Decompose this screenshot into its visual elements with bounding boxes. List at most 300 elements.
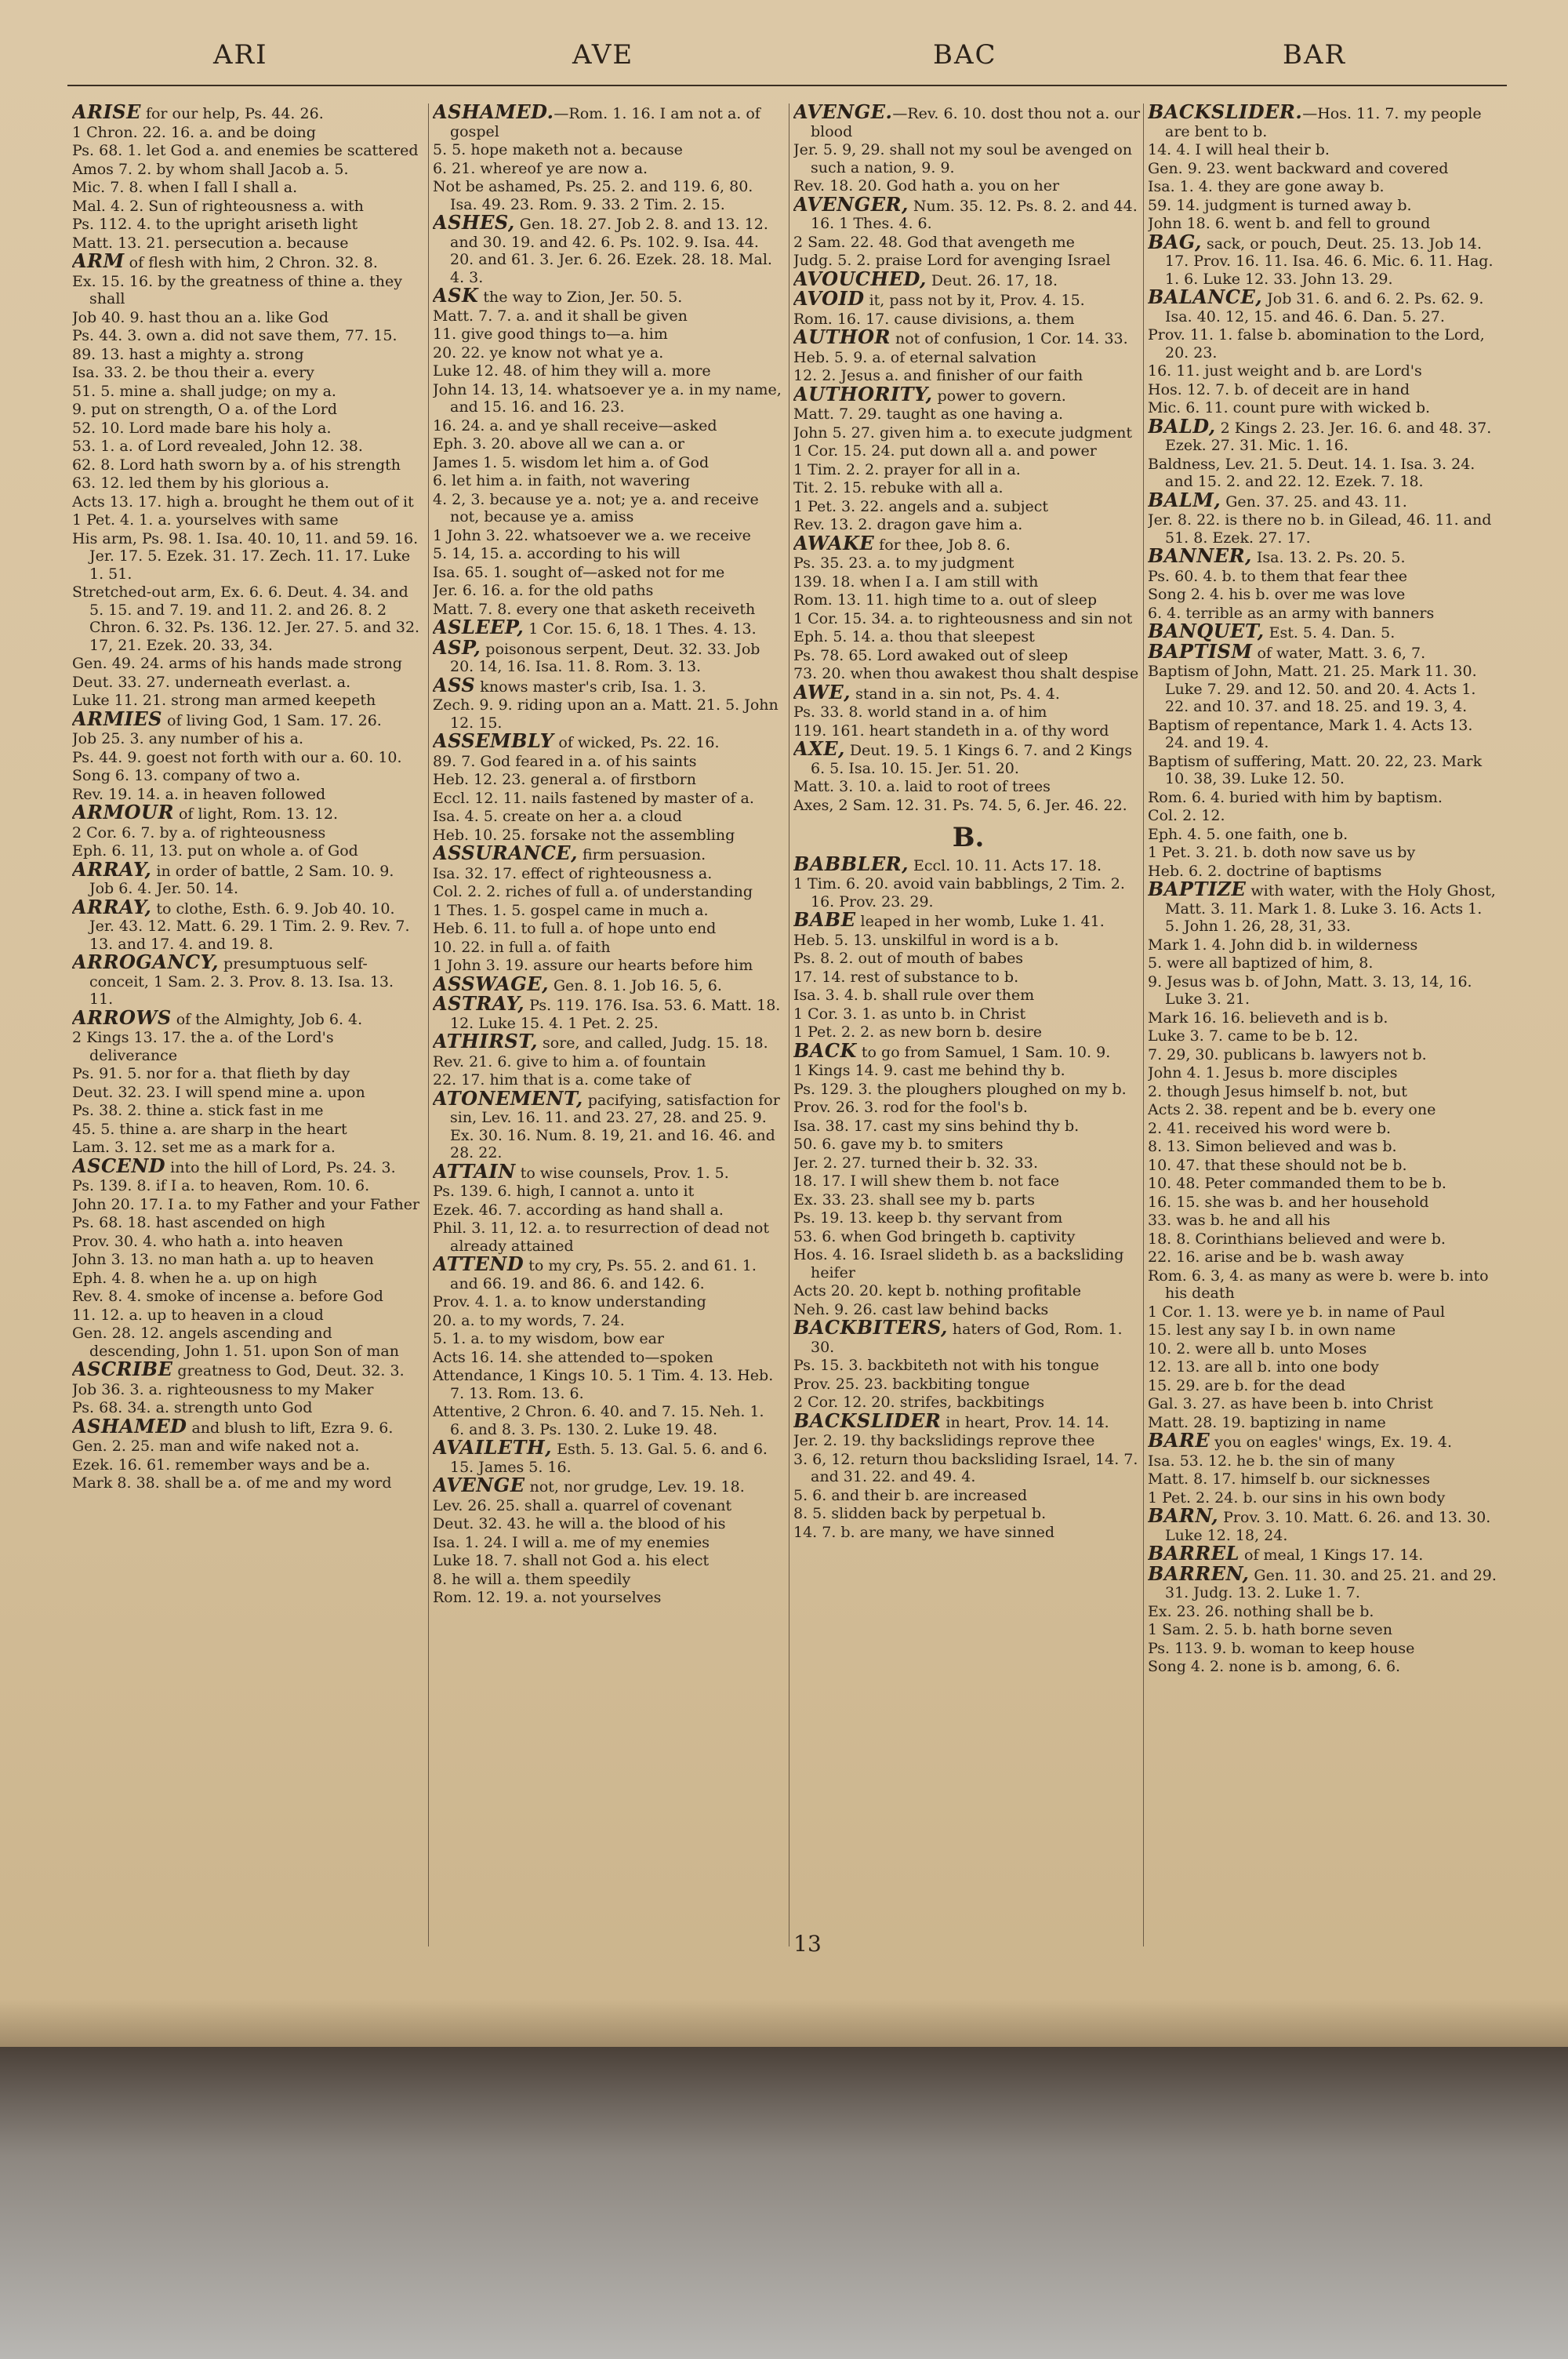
entry-line	[72, 198, 422, 216]
entry-headword-line	[1148, 285, 1497, 325]
entry-text: Gen. 49. 24. arms of his hands made strong	[72, 655, 402, 672]
entry-text: 8. 5. slidden back by perpetual b.	[793, 1505, 1047, 1522]
entry-line	[72, 1438, 422, 1456]
entry-text: Song 6. 13. company of two a.	[72, 767, 301, 784]
entry-text: 2. though Jesus himself b. not, but	[1148, 1082, 1407, 1100]
entry-line	[1148, 1175, 1497, 1193]
entry-text: 2 Sam. 22. 48. God that avengeth me	[793, 233, 1075, 251]
entry-text: 7. 29, 30. publicans b. lawyers not b.	[1148, 1045, 1427, 1063]
entry-text: Isa. 53. 12. he b. the sin of many	[1148, 1452, 1396, 1470]
headword: BAPTISM	[1148, 639, 1253, 663]
entry-line	[793, 1005, 1143, 1023]
entry-line	[793, 722, 1143, 740]
entry-text: Isa. 38. 17. cast my sins behind thy b.	[793, 1117, 1080, 1135]
headword: BAG,	[1148, 230, 1202, 253]
headword: BALANCE,	[1148, 285, 1263, 308]
entry-headword-line	[72, 1358, 422, 1380]
entry-text: 6. 21. whereof ye are now a.	[433, 159, 648, 177]
entry-text: Acts 2. 38. repent and be b. every one	[1148, 1101, 1436, 1118]
entry-text: 1 Pet. 2. 2. as new born b. desire	[793, 1023, 1043, 1041]
entry-line	[433, 1367, 782, 1402]
headword: AVENGE.	[793, 104, 893, 123]
entry-line	[72, 1456, 422, 1474]
entry-headword-line	[1148, 488, 1497, 511]
entry-line	[793, 461, 1143, 479]
entry-line	[72, 1065, 422, 1083]
headword: ASHAMED	[72, 1414, 187, 1438]
entry-text: 5. were all baptized of him, 8.	[1148, 954, 1374, 972]
entry-text: of wicked, Ps. 22. 16.	[554, 734, 720, 751]
entry-text: Song 4. 2. none is b. among, 6. 6.	[1148, 1658, 1401, 1675]
entry-text: Rom. 6. 3, 4. as many as were b. were b. into his death	[1148, 1267, 1489, 1302]
entry-text: Job 31. 6. and 6. 2. Ps. 62. 9. Isa. 40. 12, 15. and 46. 6. Dan. 5. 27.	[1165, 290, 1484, 325]
entry-line	[433, 790, 782, 808]
entry-line	[1148, 141, 1497, 159]
entry-text: Ps. 33. 8. world stand in a. of him	[793, 703, 1047, 721]
entry-line	[72, 216, 422, 234]
entry-text: Neh. 9. 26. cast law behind backs	[793, 1300, 1049, 1318]
entry-text: Matt. 8. 17. himself b. our sicknesses	[1148, 1470, 1431, 1488]
entry-text: 1 Cor. 15. 34. a. to righteousness and sin not	[793, 609, 1133, 627]
entry-line	[433, 1330, 782, 1348]
entry-text: Deut. 33. 27. underneath everlast. a.	[72, 673, 351, 691]
entry-text: John 5. 27. given him a. to execute judgment	[793, 423, 1132, 442]
entry-line	[1148, 663, 1497, 716]
headword: AVOID	[793, 287, 865, 310]
entry-text: Gen. 9. 23. went backward and covered	[1148, 159, 1449, 177]
entry-text: 8. he will a. them speedily	[433, 1570, 631, 1588]
page-number: 13	[793, 1931, 822, 1957]
entry-text: Ezek. 46. 7. according as hand shall a.	[433, 1201, 724, 1219]
entry-text: Est. 5. 4. Dan. 5.	[1264, 624, 1396, 642]
entry-text: Ps. 78. 65. Lord awaked out of sleep	[793, 646, 1069, 664]
entry-text: Heb. 6. 11. to full a. of hope unto end	[433, 920, 717, 937]
entry-text: Lam. 3. 12. set me as a mark for a.	[72, 1139, 336, 1156]
entry-headword-line	[72, 1414, 422, 1438]
entry-line	[1148, 1470, 1497, 1488]
entry-text: Mic. 6. 11. count pure with wicked b.	[1148, 399, 1431, 416]
entry-line	[72, 1102, 422, 1120]
entry-headword-line	[793, 680, 1143, 703]
entry-line	[433, 141, 782, 159]
entry-line	[72, 438, 422, 456]
header-bar: BAR	[1283, 39, 1347, 71]
entry-text: Eccl. 10. 11. Acts 17. 18.	[908, 856, 1102, 874]
entry-text: Ps. 119. 176. Isa. 53. 6. Matt. 18. 12. Luke 15. 4. 1 Pet. 2. 25.	[450, 997, 781, 1032]
entry-line	[72, 1196, 422, 1214]
entry-headword-line	[793, 908, 1143, 931]
entry-text: 6. let him a. in faith, not wavering	[433, 472, 691, 489]
entry-text: 16. 24. a. and ye shall receive—asked	[433, 416, 717, 434]
entry-headword-line	[433, 1086, 782, 1162]
entry-text: Deut. 32. 23. I will spend mine a. upon	[72, 1083, 365, 1101]
entry-line	[1148, 1340, 1497, 1358]
entry-text: 22. 17. him that is a. come take of	[433, 1071, 691, 1089]
entry-text: Ex. 33. 23. shall see my b. parts	[793, 1190, 1035, 1209]
entry-text: Prov. 26. 3. rod for the fool's b.	[793, 1099, 1028, 1116]
headword: AVENGER,	[793, 192, 909, 216]
entry-text: 45. 5. thine a. are sharp in the heart	[72, 1120, 347, 1138]
entry-text: Song 2. 4. his b. over me was love	[1148, 586, 1406, 603]
entry-text: 2 Kings 13. 17. the a. of the Lord's deliverance	[72, 1029, 334, 1064]
entry-line	[433, 582, 782, 600]
entry-text: Gal. 3. 27. as have been b. into Christ	[1148, 1395, 1433, 1412]
entry-text: Job 40. 9. hast thou an a. like God	[72, 308, 328, 326]
entry-line	[793, 1282, 1143, 1300]
entry-text: 1 Cor. 3. 1. as unto b. in Christ	[793, 1005, 1026, 1023]
entry-text: greatness to God, Deut. 32. 3.	[172, 1362, 405, 1379]
entry-line	[72, 1474, 422, 1492]
entry-line	[1148, 1138, 1497, 1156]
entry-text: knows master's crib, Isa. 1. 3.	[475, 678, 706, 696]
entry-headword-line	[1148, 544, 1497, 567]
entry-line	[793, 141, 1143, 176]
headword: BACKSLIDER	[793, 1408, 942, 1432]
header-bac: BAC	[933, 39, 997, 71]
entry-line	[433, 939, 782, 957]
entry-line	[793, 591, 1143, 609]
headword: BANQUET,	[1148, 620, 1265, 642]
entry-line	[793, 1118, 1143, 1136]
column-3	[793, 104, 1143, 1923]
background-surface	[0, 2047, 1568, 2359]
entry-text: Jer. 2. 27. turned their b. 32. 33.	[793, 1154, 1039, 1172]
entry-line	[433, 564, 782, 582]
entry-text: 73. 20. when thou awakest thou shalt despise	[793, 665, 1139, 682]
entry-headword-line	[433, 616, 782, 638]
entry-line	[1148, 456, 1497, 491]
entry-line	[433, 1293, 782, 1311]
entry-text: 33. was b. he and all his	[1148, 1212, 1330, 1229]
entry-text: presumptuous self-conceit, 1 Sam. 2. 3. Prov. 8. 13. Isa. 13. 11.	[89, 955, 394, 1008]
entry-text: 62. 8. Lord hath sworn by a. of his strength	[72, 456, 401, 474]
entry-headword-line	[433, 841, 782, 864]
entry-line	[793, 479, 1143, 497]
entry-headword-line	[72, 707, 422, 730]
entry-line	[433, 527, 782, 545]
entry-line	[1148, 1395, 1497, 1413]
entry-text: Gen. 2. 25. man and wife naked not a.	[72, 1438, 360, 1455]
entry-text: Mark 1. 4. John did b. in wilderness	[1148, 936, 1418, 954]
entry-line	[433, 178, 782, 213]
entry-line	[72, 309, 422, 327]
entry-text: Eph. 3. 20. above all we can a. or	[433, 435, 684, 453]
entry-headword-line	[793, 382, 1143, 405]
entry-headword-line	[433, 104, 782, 140]
entry-line	[433, 491, 782, 526]
entry-line	[793, 1432, 1143, 1450]
entry-text: 6. 4. terrible as an army with banners	[1148, 604, 1435, 622]
entry-text: 15. 29. are b. for the dead	[1148, 1376, 1346, 1394]
headword: ARRAY,	[72, 857, 152, 881]
headword: ATTAIN	[433, 1159, 516, 1183]
entry-text: Not be ashamed, Ps. 25. 2. and 119. 6, 80. Isa. 49. 23. Rom. 9. 33. 2 Tim. 2. 15.	[433, 178, 753, 213]
entry-text: Baldness, Lev. 21. 5. Deut. 14. 1. Isa. 3. 24. and 15. 2. and 22. 12. Ezek. 7. 18.	[1148, 455, 1475, 490]
entry-text: for thee, Job 8. 6.	[874, 536, 1011, 554]
entry-text: 14. 7. b. are many, we have sinned	[793, 1523, 1055, 1541]
headword: BACKBITERS,	[793, 1316, 948, 1339]
entry-text: 51. 5. mine a. shall judge; on my a.	[72, 382, 336, 400]
entry-line	[433, 1349, 782, 1367]
entry-line	[72, 730, 422, 748]
headword: BABE	[793, 908, 856, 931]
entry-line	[72, 401, 422, 419]
entry-text: 12. 2. Jesus a. and finisher of our faith	[793, 367, 1083, 384]
entry-line	[1148, 1046, 1497, 1064]
entry-text: Gen. 28. 12. angels ascending and descending, John 1. 51. upon Son of man	[72, 1325, 399, 1360]
entry-text: sack, or pouch, Deut. 25. 13. Job 14. 17. Prov. 16. 11. Isa. 46. 6. Mic. 6. 11. Hag. 1. 6. Luke 12. 33. John 13. 29.	[1165, 234, 1494, 288]
entry-headword-line	[433, 992, 782, 1032]
entry-text: 1 Tim. 6. 20. avoid vain babblings, 2 Tim. 2. 16. Prov. 23. 29.	[793, 875, 1125, 911]
entry-text: Eph. 4. 8. when he a. up on high	[72, 1269, 318, 1287]
entry-text: 1 Tim. 2. 2. prayer for all in a.	[793, 460, 1021, 478]
entry-text: His arm, Ps. 98. 1. Isa. 40. 10, 11. and 59. 16. Jer. 17. 5. Ezek. 31. 17. Zech. 11. 17. Luke 1. 51.	[72, 529, 419, 583]
entry-line	[72, 383, 422, 401]
entry-text: 3. 6, 12. return thou backsliding Israel, 14. 7. and 31. 22. and 49. 4.	[793, 1450, 1138, 1485]
entry-line	[1148, 1267, 1497, 1303]
entry-line	[1148, 1321, 1497, 1339]
column-divider	[1143, 104, 1144, 1946]
entry-text: Judg. 5. 2. praise Lord for avenging Israel	[793, 252, 1111, 269]
entry-text: Phil. 3. 11, 12. a. to resurrection of dead not already attained	[433, 1219, 770, 1255]
headword: ASCEND	[72, 1154, 166, 1177]
entry-line	[793, 628, 1143, 646]
entry-line	[793, 875, 1143, 911]
entry-line	[1148, 160, 1497, 178]
entry-line	[1148, 568, 1497, 586]
entry-text: 10. 48. Peter commanded them to be b.	[1148, 1175, 1446, 1192]
entry-line	[433, 1552, 782, 1570]
entry-line	[72, 1121, 422, 1139]
entry-line	[793, 778, 1143, 796]
entry-line	[433, 1312, 782, 1330]
headword: AVENGE	[433, 1474, 525, 1496]
entry-line	[793, 797, 1143, 815]
entry-text: of light, Rom. 13. 12.	[173, 805, 339, 823]
entry-line	[1148, 1194, 1497, 1212]
headword: AVAILETH,	[433, 1436, 553, 1459]
entry-text: not, nor grudge, Lev. 19. 18.	[524, 1478, 745, 1496]
entry-text: Mic. 7. 8. when I fall I shall a.	[72, 179, 298, 196]
headword: ARMIES	[72, 707, 162, 730]
entry-text: Col. 2. 12.	[1148, 807, 1225, 824]
entry-line	[433, 417, 782, 435]
entry-text: leaped in her womb, Luke 1. 41.	[855, 913, 1105, 930]
entry-line	[793, 234, 1143, 252]
entry-text: the way to Zion, Jer. 50. 5.	[478, 289, 683, 306]
entry-line	[72, 824, 422, 842]
entry-text: Baptism of John, Matt. 21. 25. Mark 11. 30. Luke 7. 29. and 12. 50. and 20. 4. Acts 1. 22. and 10. 37. and 18. 25. and 19. 3, 4.	[1148, 663, 1477, 715]
entry-line	[1148, 753, 1497, 788]
entry-text: Heb. 6. 2. doctrine of baptisms	[1148, 862, 1382, 880]
entry-line	[793, 1376, 1143, 1394]
entry-line	[793, 1357, 1143, 1375]
entry-line	[72, 1177, 422, 1195]
entry-line	[1148, 362, 1497, 380]
entry-text: Acts 16. 14. she attended to—spoken	[433, 1348, 713, 1366]
entry-text: Prov. 4. 1. a. to know understanding	[433, 1293, 706, 1310]
entry-text: Matt. 3. 10. a. laid to root of trees	[793, 778, 1051, 795]
entry-line	[793, 1172, 1143, 1190]
entry-text: Heb. 12. 23. general a. of firstborn	[433, 771, 696, 788]
entry-line	[72, 655, 422, 673]
entry-line	[793, 987, 1143, 1005]
entry-line	[72, 1307, 422, 1325]
entry-text: with water, with the Holy Ghost, Matt. 3. 11. Mark 1. 8. Luke 3. 16. Acts 1. 5. John 1. 26, 28, 31, 33.	[1165, 882, 1496, 935]
entry-text: Gen. 11. 30. and 25. 21. and 29. 31. Judg. 13. 2. Luke 1. 7.	[1165, 1566, 1497, 1601]
headword: BARE	[1148, 1429, 1210, 1452]
entry-line	[1148, 1358, 1497, 1376]
entry-line	[72, 1233, 422, 1251]
entry-text: Eccl. 12. 11. nails fastened by master of a.	[433, 789, 754, 807]
entry-text: Ps. 44. 3. own a. did not save them, 77. 15.	[72, 327, 397, 344]
entry-line	[793, 573, 1143, 591]
entry-text: 1 Cor. 15. 24. put down all a. and power	[793, 442, 1097, 460]
entry-line	[1148, 789, 1497, 807]
entry-text: Luke 12. 48. of him they will a. more	[433, 362, 711, 380]
entry-headword-line	[1148, 1504, 1497, 1544]
entry-text: Rev. 8. 4. smoke of incense a. before God	[72, 1288, 383, 1305]
entry-text: Ps. 38. 2. thine a. stick fast in me	[72, 1102, 324, 1119]
entry-line	[433, 307, 782, 325]
headword: ARISE	[72, 104, 141, 123]
entry-line	[1148, 1027, 1497, 1045]
entry-headword-line	[433, 1474, 782, 1496]
entry-text: Heb. 5. 9. a. of eternal salvation	[793, 348, 1036, 366]
entry-headword-line	[72, 801, 422, 823]
entry-line	[793, 950, 1143, 968]
running-header	[0, 39, 1568, 86]
headword: ASK	[433, 284, 479, 307]
headword: BACKSLIDER.	[1148, 104, 1303, 123]
entry-line	[793, 1062, 1143, 1080]
entry-line	[72, 511, 422, 529]
entry-text: 1 Pet. 3. 22. angels and a. subject	[793, 497, 1049, 515]
entry-text: Ps. 68. 1. let God a. and enemies be scattered	[72, 142, 419, 159]
entry-text: Rev. 19. 14. a. in heaven followed	[72, 785, 326, 803]
entry-line	[1148, 1640, 1497, 1658]
entry-text: Attendance, 1 Kings 10. 5. 1 Tim. 4. 13. Heb. 7. 13. Rom. 13. 6.	[433, 1367, 774, 1402]
entry-text: Ex. 15. 16. by the greatness of thine a. they shall	[72, 272, 402, 307]
entry-line	[72, 161, 422, 179]
entry-text: Prov. 25. 23. backbiting tongue	[793, 1375, 1030, 1393]
entry-line	[793, 349, 1143, 367]
entry-text: 2 Cor. 6. 7. by a. of righteousness	[72, 823, 326, 841]
entry-line	[433, 808, 782, 826]
entry-text: Jer. 5. 9, 29. shall not my soul be avenged on such a nation, 9. 9.	[793, 141, 1132, 176]
entry-headword-line	[72, 857, 422, 898]
entry-text: 59. 14. judgment is turned away b.	[1148, 196, 1412, 214]
entry-line	[1148, 1120, 1497, 1138]
entry-text: Ps. 113. 9. b. woman to keep house	[1148, 1639, 1415, 1657]
entry-headword-line	[793, 1408, 1143, 1432]
entry-line	[1148, 1249, 1497, 1267]
entry-text: 1 John 3. 19. assure our hearts before him	[433, 957, 753, 974]
entry-text: 50. 6. gave my b. to smiters	[793, 1136, 1004, 1153]
headword: BAPTIZE	[1148, 878, 1247, 900]
entry-text: Isa. 3. 4. b. shall rule over them	[793, 987, 1035, 1004]
entry-text: Tit. 2. 15. rebuke with all a.	[793, 479, 1004, 496]
entry-headword-line	[433, 673, 782, 696]
entry-line	[1148, 807, 1497, 825]
entry-headword-line	[1148, 878, 1497, 936]
column-divider	[428, 104, 429, 1946]
entry-text: Luke 11. 21. strong man armed keepeth	[72, 692, 376, 709]
entry-headword-line	[793, 852, 1143, 875]
entry-text: Eph. 5. 14. a. thou that sleepest	[793, 628, 1035, 645]
entry-text: Jer. 2. 19. thy backslidings reprove thee	[793, 1432, 1095, 1449]
entry-headword-line	[1148, 104, 1497, 140]
entry-line	[433, 1403, 782, 1438]
entry-text: Ps. 19. 13. keep b. thy servant from	[793, 1209, 1063, 1227]
entry-text: Ps. 8. 2. out of mouth of babes	[793, 950, 1024, 967]
entry-line	[72, 1084, 422, 1102]
entry-line	[1148, 178, 1497, 196]
headword: ASSURANCE,	[433, 841, 578, 864]
entry-line	[433, 1534, 782, 1552]
entry-line	[1148, 973, 1497, 1009]
entry-text: Matt. 28. 19. baptizing in name	[1148, 1413, 1386, 1431]
column-2	[433, 104, 782, 1923]
entry-text: Jer. 8. 22. is there no b. in Gilead, 46. 11. and 51. 8. Ezek. 27. 17.	[1148, 511, 1492, 547]
entry-line	[793, 1099, 1143, 1117]
entry-line	[72, 142, 422, 160]
entry-line	[433, 696, 782, 732]
entry-text: Matt. 7. 7. a. and it shall be given	[433, 307, 688, 325]
entry-text: stand in a. sin not, Ps. 4. 4.	[851, 685, 1060, 703]
entry-line	[72, 1381, 422, 1399]
entry-text: firm persuasion.	[577, 846, 706, 863]
headword: BARREL	[1148, 1542, 1240, 1565]
entry-text: into the hill of Lord, Ps. 24. 3.	[165, 1158, 396, 1176]
entry-line	[72, 273, 422, 308]
entry-text: 22. 16. arise and be b. wash away	[1148, 1249, 1404, 1266]
entry-text: Ps. 68. 34. a. strength unto God	[72, 1399, 313, 1416]
entry-text: and blush to lift, Ezra 9. 6.	[187, 1419, 394, 1437]
entry-headword-line	[1148, 1561, 1497, 1602]
entry-line	[72, 456, 422, 474]
entry-text: John 4. 1. Jesus b. more disciples	[1148, 1064, 1398, 1081]
entry-text: Ps. 35. 23. a. to my judgment	[793, 554, 1014, 572]
entry-text: poisonous serpent, Deut. 32. 33. Job 20. 14, 16. Isa. 11. 8. Rom. 3. 13.	[450, 640, 760, 675]
headword: ASSWAGE,	[433, 972, 549, 995]
entry-line	[1148, 1621, 1497, 1639]
entry-line	[1148, 1064, 1497, 1082]
entry-line	[1148, 1377, 1497, 1395]
entry-text: 16. 11. just weight and b. are Lord's	[1148, 362, 1422, 380]
entry-text: to wise counsels, Prov. 1. 5.	[515, 1164, 729, 1182]
entry-line	[1148, 1083, 1497, 1101]
headword: ASHES,	[433, 211, 515, 234]
entry-line	[793, 424, 1143, 442]
entry-line	[1148, 1212, 1497, 1230]
entry-line	[72, 179, 422, 197]
entry-text: —Rom. 1. 16. I am not a. of gospel	[450, 105, 760, 140]
entry-text: John 20. 17. I a. to my Father and your Father	[72, 1195, 420, 1213]
entry-text: Ps. 112. 4. to the upright ariseth light	[72, 216, 358, 233]
entry-text: to clothe, Esth. 6. 9. Job 40. 10. Jer. 43. 12. Matt. 6. 29. 1 Tim. 2. 9. Rev. 7. 13. and 17. 4. and 19. 8.	[89, 900, 410, 953]
headword: AXE,	[793, 737, 845, 760]
entry-text: 119. 161. heart standeth in a. of thy word	[793, 722, 1109, 740]
entry-text: 15. lest any say I b. in own name	[1148, 1321, 1396, 1339]
entry-text: James 1. 5. wisdom let him a. of God	[433, 453, 710, 471]
entry-text: 18. 8. Corinthians believed and were b.	[1148, 1230, 1446, 1248]
headword: ATTEND	[433, 1252, 524, 1275]
entry-text: Ps. 44. 9. goest not forth with our a. 60. 10.	[72, 748, 402, 766]
entry-text: Isa. 32. 17. effect of righteousness a.	[433, 864, 713, 882]
entry-headword-line	[1148, 639, 1497, 663]
header-rule	[67, 85, 1507, 86]
